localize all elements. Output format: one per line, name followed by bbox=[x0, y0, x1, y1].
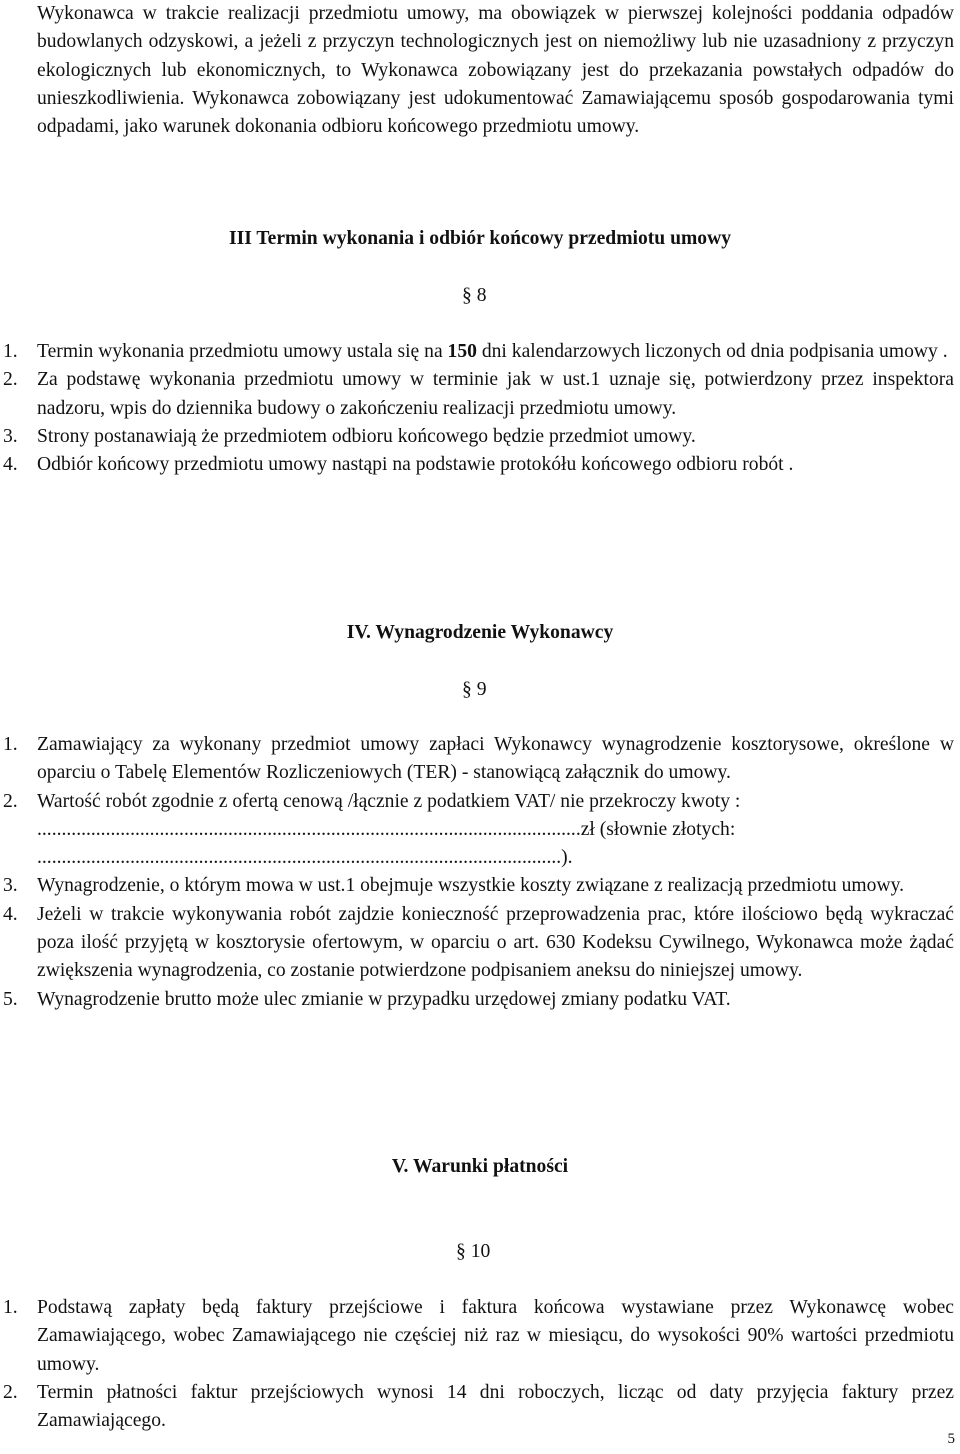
list-item bbox=[3, 423, 954, 451]
item-text: Strony postanawiają że przedmiotem odbioru końcowego będzie przedmiot umowy. bbox=[37, 425, 696, 447]
item-number: 1. bbox=[3, 341, 18, 362]
list-item bbox=[3, 731, 954, 788]
list-item bbox=[3, 872, 954, 900]
intro-paragraph: Wykonawca w trakcie realizacji przedmiotu umowy, ma obowiązek w pierwszej kolejności poddania odpadów budowlanych odzyskowi, a jeżeli z przyczyn technologicznych jest on niemożliwy lub nie uzasadniony z przyczyn ekologicznych lub ekonomicznych, to Wykonawca zobowiązany jest do przekazania powstałych odpadów do unieszkodliwienia. Wykonawca zobowiązany jest udokumentować Zamawiającemu sposób gospodarowania tymi odpadami, jako warunek dokonania odbioru końcowego przedmiotu umowy. bbox=[37, 3, 954, 138]
item-text: Podstawą zapłaty będą faktury przejściowe i faktura końcowa wystawiane przez Wykonawcę wobec Zamawiającego, wobec Zamawiającego nie częściej niż raz w miesiącu, do wysokości 90% wartości przedmiotu umowy. bbox=[37, 1297, 954, 1375]
item-number: 2. bbox=[3, 790, 18, 812]
section-5-heading: V. Warunki płatności bbox=[391, 1156, 569, 1177]
item-text: Zamawiający za wykonany przedmiot umowy zapłaci Wykonawcy wynagrodzenie kosztorysowe, określone w oparciu o Tabelę Elementów Rozliczeniowych (TER) - stanowiącą załącznik do umowy. bbox=[37, 734, 954, 784]
item-number: 3. bbox=[3, 875, 18, 897]
item-text: Wartość robót zgodnie z ofertą cenową /łącznie z podatkiem VAT/ nie przekroczy kwoty : bbox=[37, 790, 741, 812]
item-text: Odbiór końcowy przedmiotu umowy nastąpi na podstawie protokółu końcowego odbioru robót . bbox=[37, 454, 794, 476]
item-text: Za podstawę wykonania przedmiotu umowy w terminie jak w ust.1 uznaje się, potwierdzony przez inspektora nadzoru, wpis do dziennika budowy o zakończeniu realizacji przedmiotu umowy. bbox=[37, 369, 954, 419]
page-number: 5 bbox=[947, 1431, 955, 1447]
item-text: Termin płatności faktur przejściowych wynosi 14 dni roboczych, licząc od daty przyjęcia faktury przez Zamawiającego. bbox=[37, 1381, 954, 1432]
section-5-list bbox=[3, 1294, 954, 1435]
item-number: 4. bbox=[3, 903, 18, 925]
item-text: Termin wykonania przedmiotu umowy ustala się na bbox=[37, 341, 448, 362]
item-text: Wynagrodzenie, o którym mowa w ust.1 obejmuje wszystkie koszty związane z realizacją przedmiotu umowy. bbox=[37, 875, 905, 897]
list-item bbox=[3, 901, 954, 986]
list-item bbox=[3, 986, 954, 1014]
item-number: 2. bbox=[3, 1381, 18, 1403]
section-3-list bbox=[3, 338, 954, 479]
list-item bbox=[3, 788, 954, 873]
list-item bbox=[3, 1294, 954, 1379]
section-4-paragraph-symbol: § 9 bbox=[462, 679, 487, 700]
item-blank-words: ...........................................................................................................). bbox=[37, 847, 573, 869]
item-text: Wynagrodzenie brutto może ulec zmianie w przypadku urzędowej zmiany podatku VAT. bbox=[37, 988, 731, 1010]
item-number: 4. bbox=[3, 454, 18, 476]
item-bold-value: 150 bbox=[447, 341, 477, 362]
section-4-list bbox=[3, 731, 954, 1014]
item-number: 1. bbox=[3, 734, 18, 755]
item-text: dni kalendarzowych liczonych od dnia podpisania umowy . bbox=[476, 341, 948, 362]
section-4-heading: IV. Wynagrodzenie Wykonawcy bbox=[346, 622, 614, 643]
list-item bbox=[3, 338, 954, 366]
section-3-paragraph-symbol: § 8 bbox=[462, 285, 487, 306]
item-number: 2. bbox=[3, 369, 18, 391]
item-text: Jeżeli w trakcie wykonywania robót zajdzie konieczność przeprowadzenia prac, które ilościowo będą wykraczać poza ilość przyjętą w kosztorysie ofertowym, w oparciu o art. 630 Kodeksu Cywilnego, Wykonawca może żądać zwiększenia wynagrodzenia, co zostanie potwierdzone podpisaniem aneksu do niniejszej umowy. bbox=[37, 903, 954, 982]
list-item bbox=[3, 1379, 954, 1436]
section-5-paragraph-symbol: § 10 bbox=[456, 1241, 491, 1262]
section-3-heading: III Termin wykonania i odbiór końcowy przedmiotu umowy bbox=[228, 228, 732, 249]
list-item bbox=[3, 366, 954, 423]
list-item bbox=[3, 451, 954, 479]
item-number: 5. bbox=[3, 988, 18, 1010]
item-number: 1. bbox=[3, 1297, 18, 1318]
item-number: 3. bbox=[3, 425, 18, 447]
item-blank-amount: ...............................................................................................................zł (słownie złotych: bbox=[37, 818, 736, 840]
